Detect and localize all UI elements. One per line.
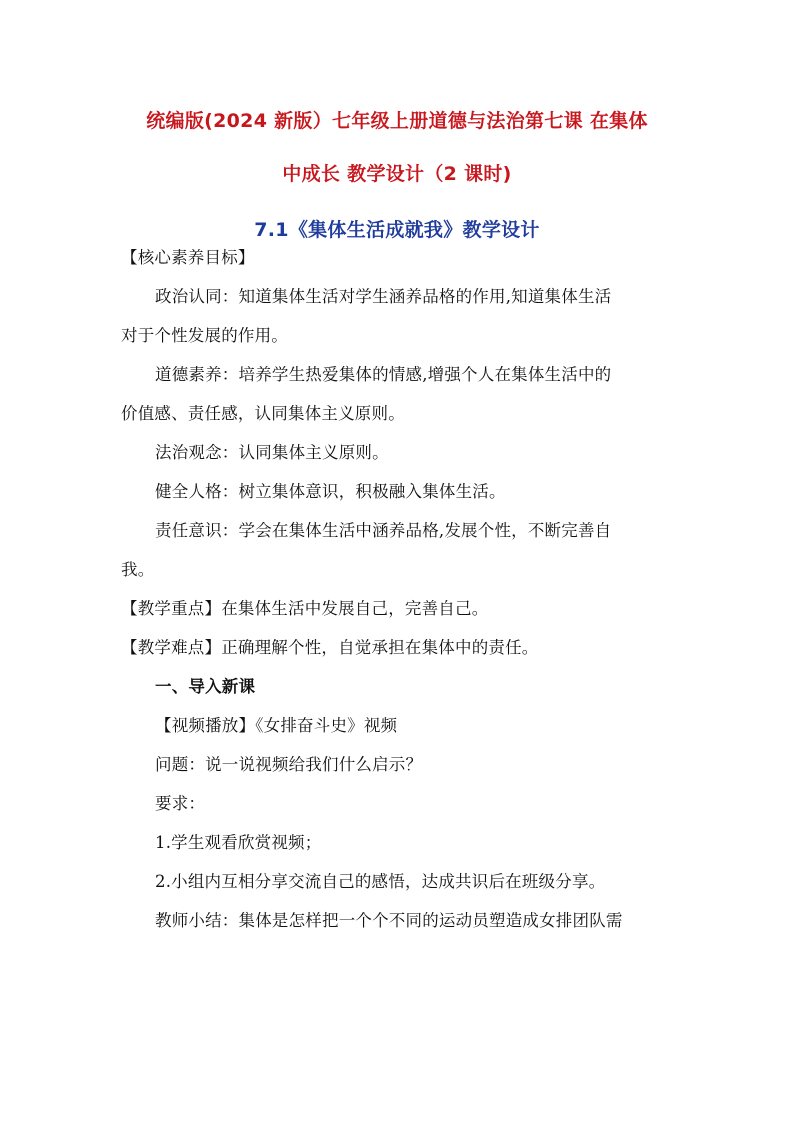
teaching-key-point: 【教学重点】在集体生活中发展自己，完善自己。 [121, 599, 489, 618]
lesson-subtitle: 7.1《集体生活成就我》教学设计 [254, 219, 540, 241]
goal-moral-line-1: 道德素养：培养学生热爱集体的情感,增强个人在集体生活中的 [155, 365, 612, 384]
goal-personality: 健全人格：树立集体意识，积极融入集体生活。 [155, 482, 506, 501]
requirement-item-2: 2.小组内互相分享交流自己的感悟，达成共识后在班级分享。 [155, 872, 606, 891]
video-playback-line: 【视频播放】《女排奋斗史》视频 [155, 716, 398, 735]
goal-moral-line-2: 价值感、责任感，认同集体主义原则。 [121, 404, 405, 423]
core-goals-heading: 【核心素养目标】 [121, 248, 255, 267]
teaching-difficult-point: 【教学难点】正确理解个性，自觉承担在集体中的责任。 [121, 638, 539, 657]
goal-responsibility-line-2: 我。 [121, 560, 155, 579]
requirement-item-1: 1.学生观看欣赏视频； [155, 833, 322, 852]
question-line: 问题：说一说视频给我们什么启示？ [155, 755, 423, 774]
section-intro-heading: 一、导入新课 [155, 677, 256, 696]
document-title-line-1: 统编版(2024 新版）七年级上册道德与法治第七课 在集体 [146, 110, 648, 132]
requirements-label: 要求： [155, 794, 206, 813]
goal-law: 法治观念：认同集体主义原则。 [155, 443, 389, 462]
teacher-summary-line: 教师小结：集体是怎样把一个个不同的运动员塑造成女排团队需 [155, 911, 623, 930]
goal-responsibility-line-1: 责任意识：学会在集体生活中涵养品格,发展个性，不断完善自 [155, 521, 612, 540]
document-title-line-2: 中成长 教学设计（2 课时) [282, 163, 512, 185]
goal-political-line-1: 政治认同：知道集体生活对学生涵养品格的作用,知道集体生活 [155, 287, 612, 306]
goal-political-line-2: 对于个性发展的作用。 [121, 326, 288, 345]
